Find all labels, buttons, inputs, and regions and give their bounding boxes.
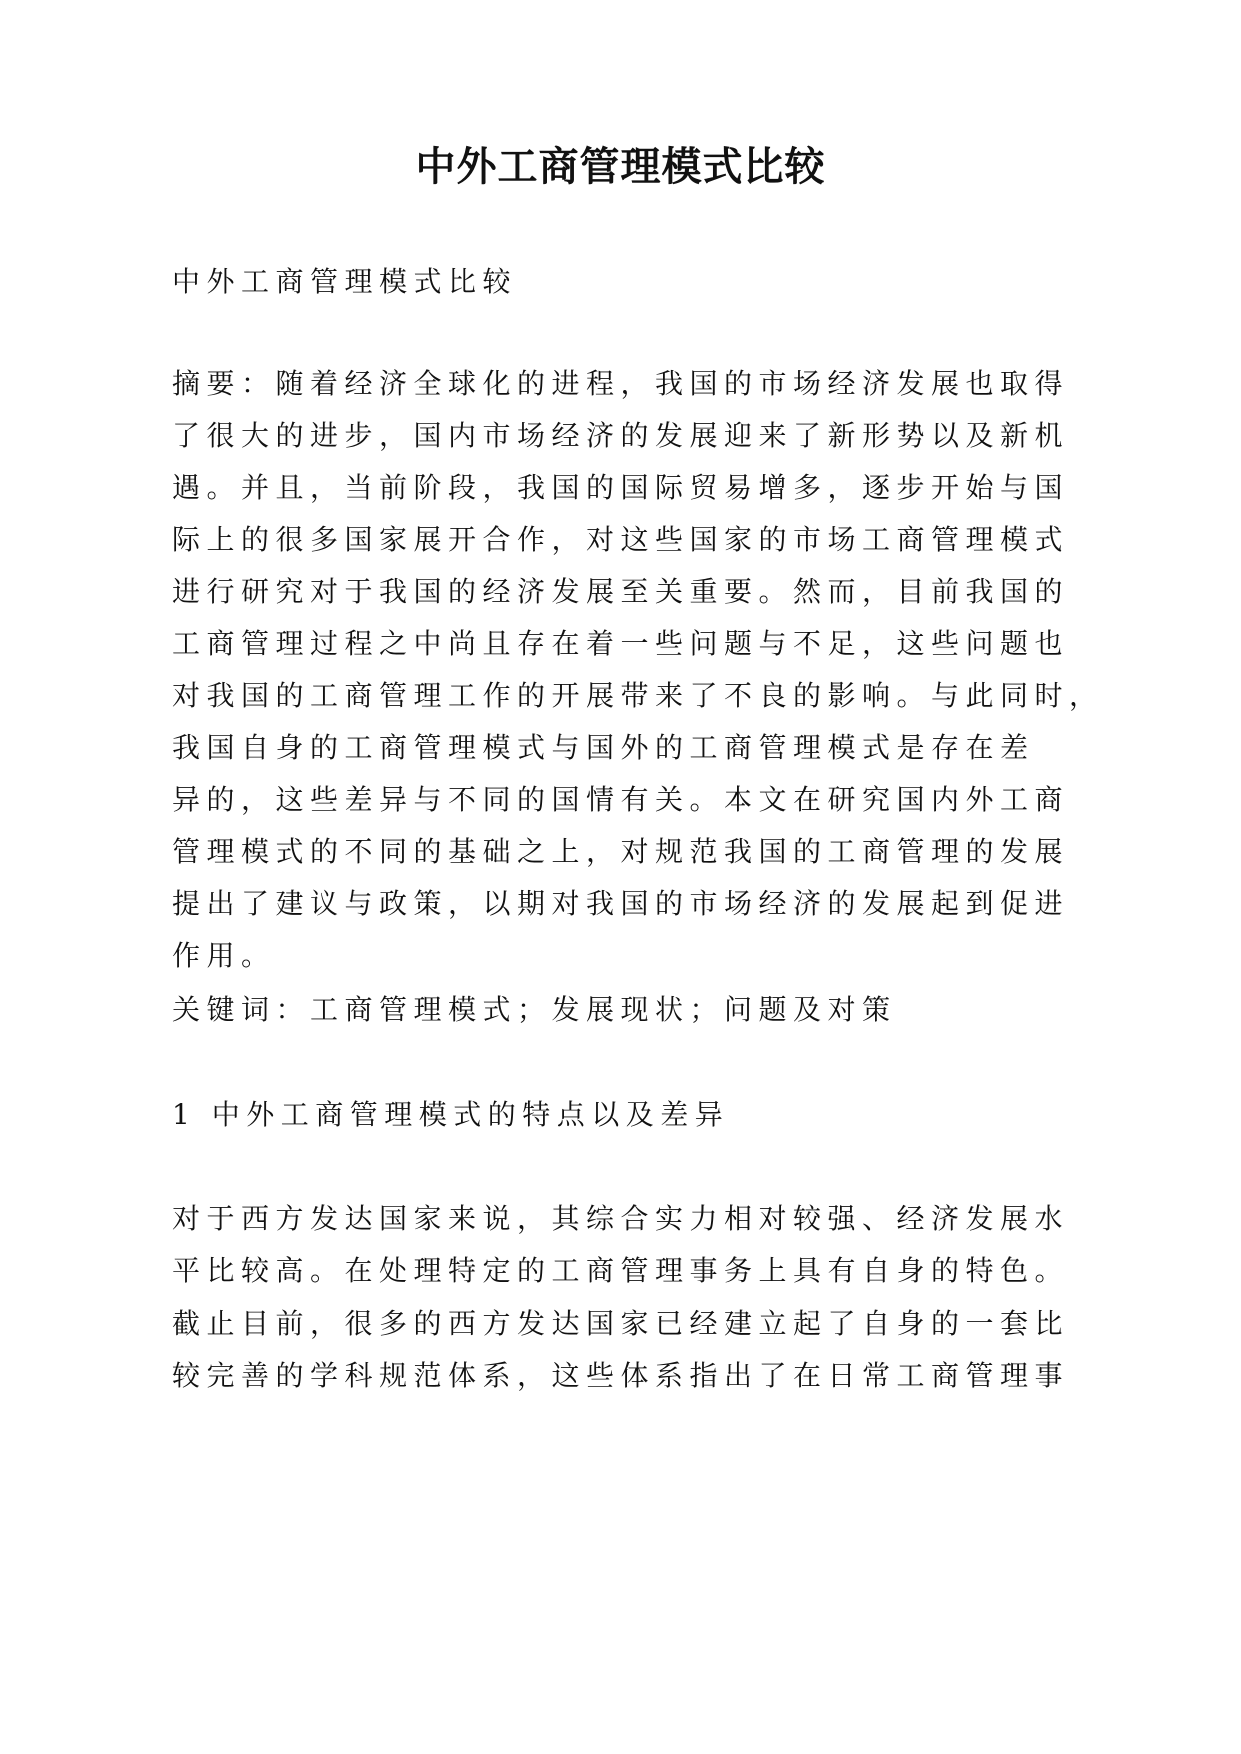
abstract-line: 遇。并且，当前阶段，我国的国际贸易增多，逐步开始与国 <box>172 471 1070 504</box>
abstract-line: 作用。 <box>172 939 276 972</box>
paragraph-line: 截止目前，很多的西方发达国家已经建立起了自身的一套比 <box>172 1307 1070 1340</box>
document-title: 中外工商管理模式比较 <box>415 143 826 190</box>
abstract-line: 异的，这些差异与不同的国情有关。本文在研究国内外工商 <box>172 783 1070 816</box>
keywords: 关键词：工商管理模式；发展现状；问题及对策 <box>172 993 897 1026</box>
abstract-line: 际上的很多国家展开合作，对这些国家的市场工商管理模式 <box>172 523 1070 556</box>
abstract-line: 提出了建议与政策，以期对我国的市场经济的发展起到促进 <box>172 887 1070 920</box>
paragraph-line: 对于西方发达国家来说，其综合实力相对较强、经济发展水 <box>172 1202 1070 1235</box>
paragraph-line: 平比较高。在处理特定的工商管理事务上具有自身的特色。 <box>172 1254 1070 1287</box>
abstract-line: 了很大的进步，国内市场经济的发展迎来了新形势以及新机 <box>172 419 1070 452</box>
abstract-line: 我国自身的工商管理模式与国外的工商管理模式是存在差 <box>172 731 1035 764</box>
abstract-line: 工商管理过程之中尚且存在着一些问题与不足，这些问题也 <box>172 627 1070 660</box>
subtitle: 中外工商管理模式比较 <box>172 265 518 298</box>
paragraph-line: 较完善的学科规范体系，这些体系指出了在日常工商管理事 <box>172 1359 1070 1392</box>
abstract-line: 管理模式的不同的基础之上，对规范我国的工商管理的发展 <box>172 835 1070 868</box>
abstract-line: 摘要：随着经济全球化的进程，我国的市场经济发展也取得 <box>172 367 1070 400</box>
abstract-line: 对我国的工商管理工作的开展带来了不良的影响。与此同时， <box>172 679 1104 712</box>
section-heading: 1 中外工商管理模式的特点以及差异 <box>172 1098 730 1131</box>
abstract-line: 进行研究对于我国的经济发展至关重要。然而，目前我国的 <box>172 575 1070 608</box>
